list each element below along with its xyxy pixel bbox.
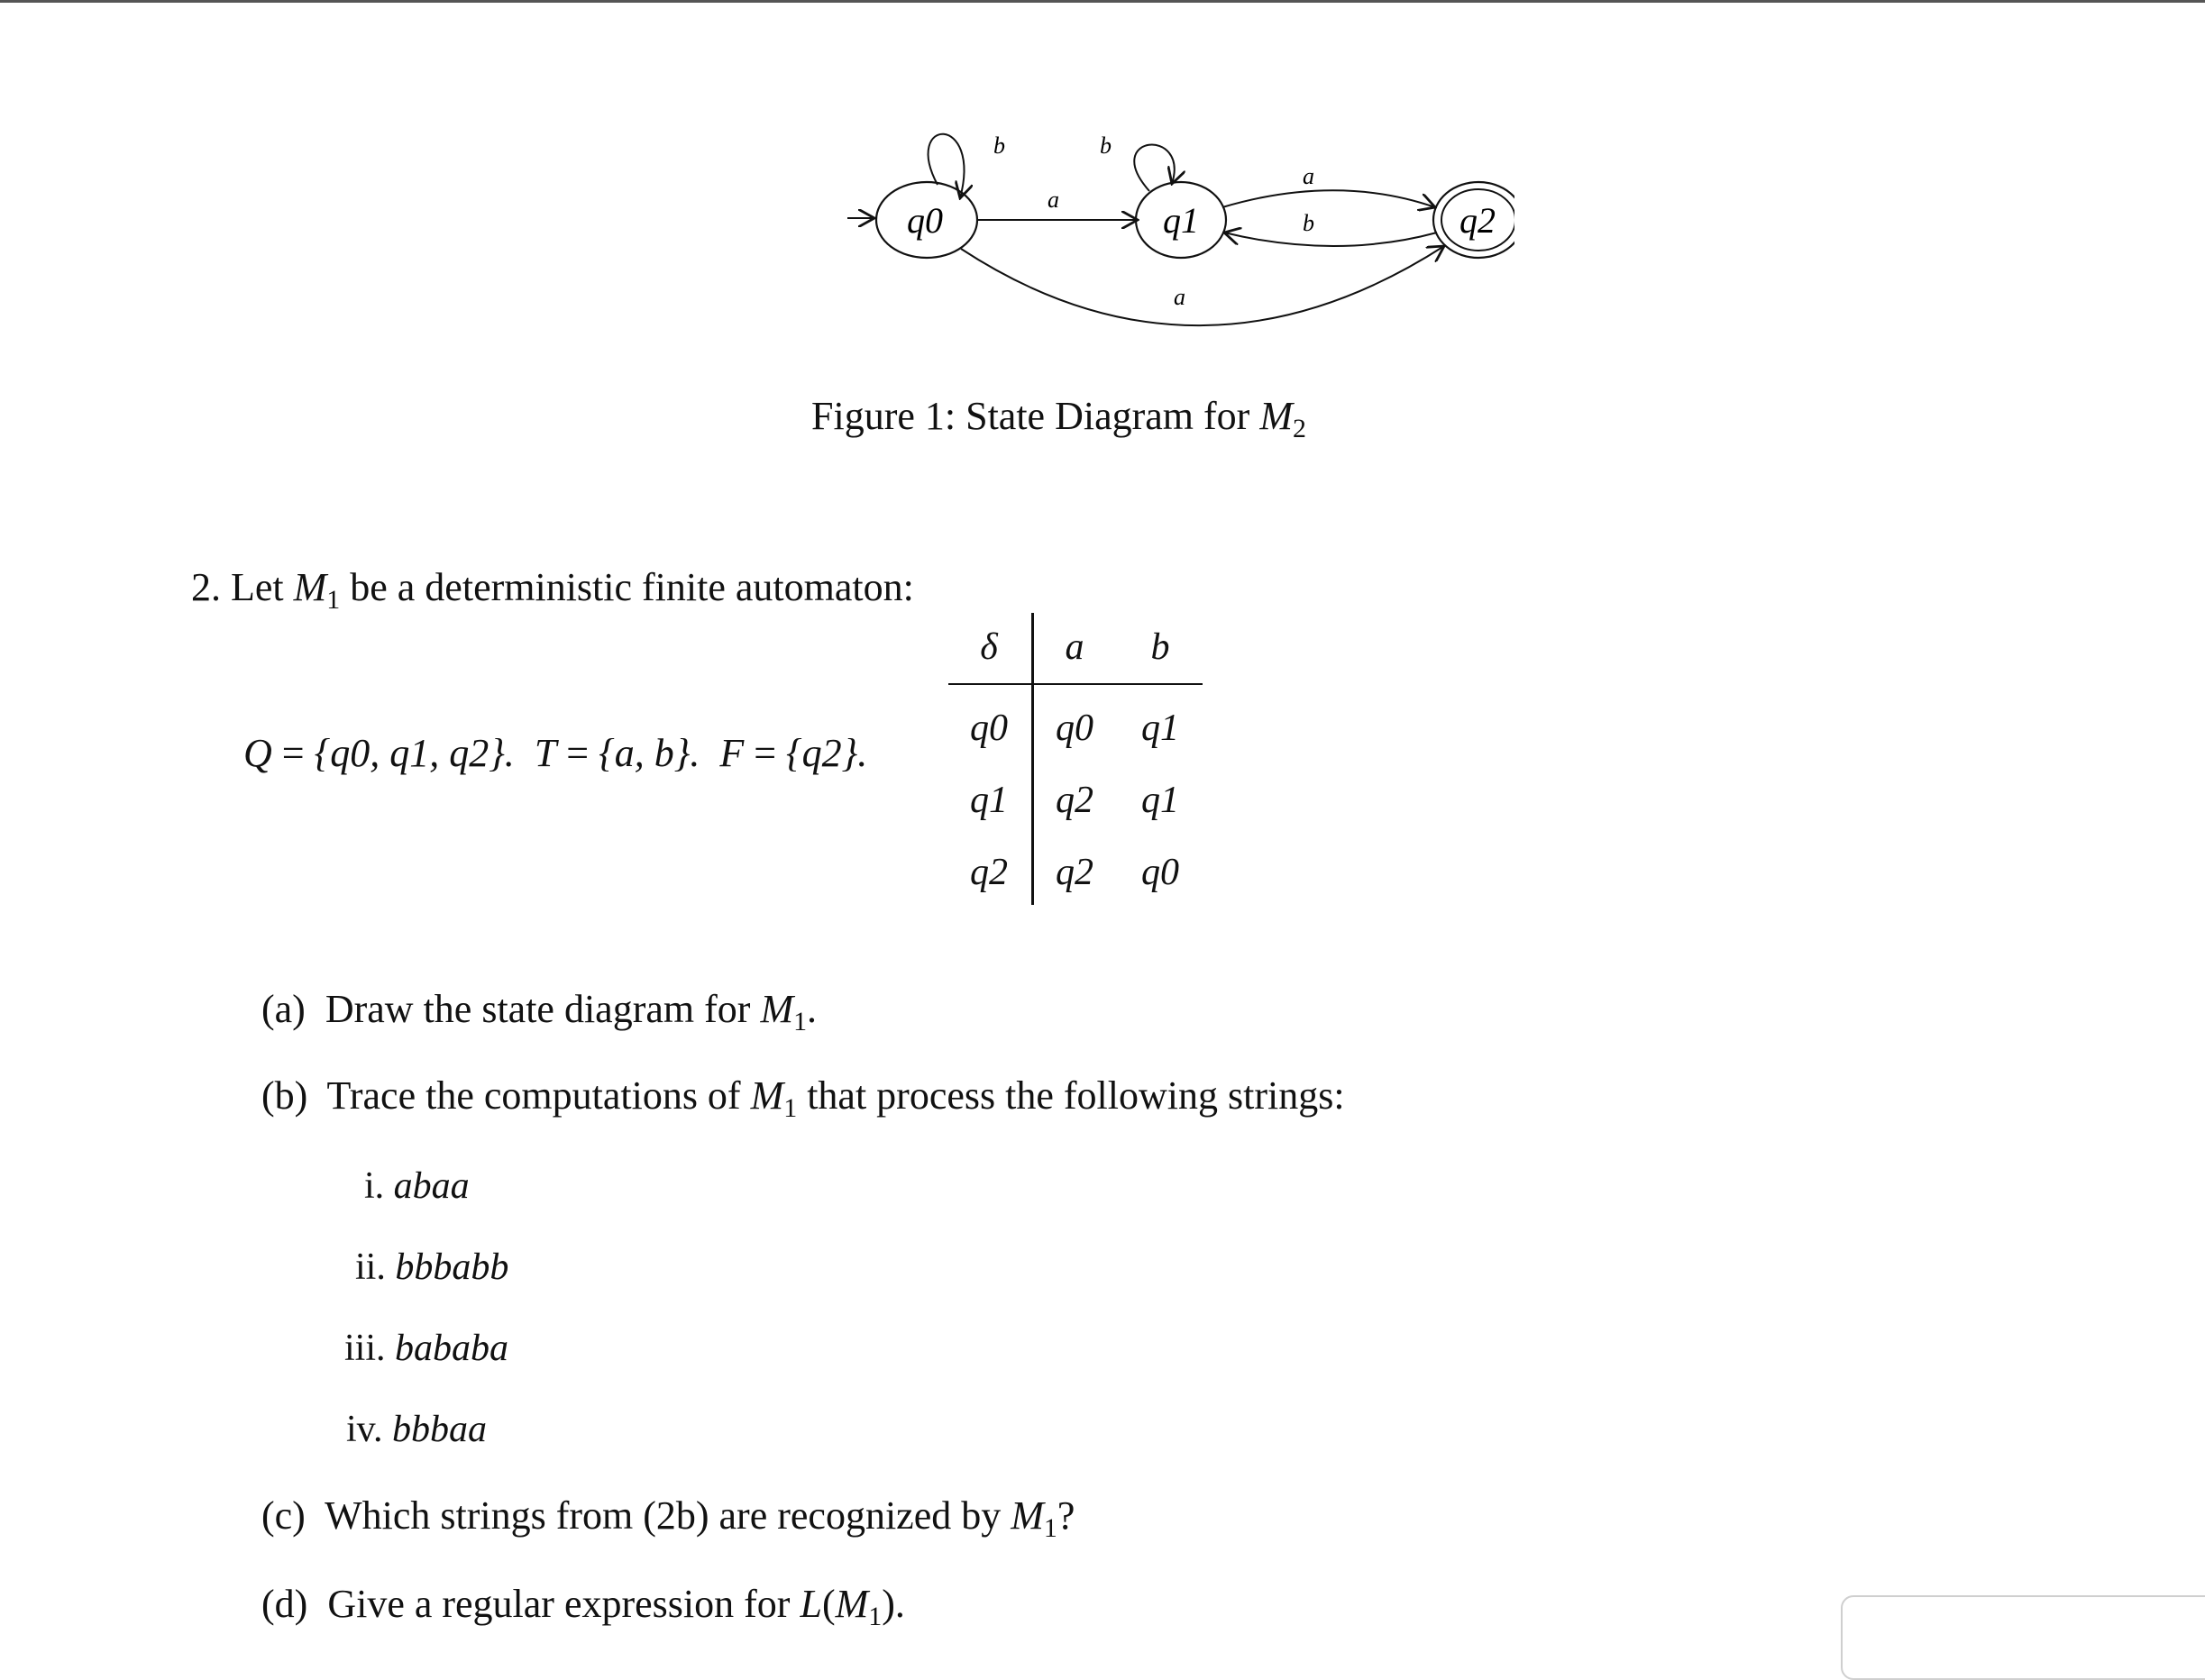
table-cell: q1 (1141, 708, 1179, 749)
table-cell: q2 (1056, 780, 1093, 821)
state-q0-label: q0 (907, 200, 943, 241)
part-c-machine: M (1011, 1493, 1044, 1538)
part-a-text: Draw the state diagram for (325, 987, 761, 1031)
string-number: iii. (344, 1328, 386, 1369)
question-machine: M (293, 565, 327, 609)
set-definitions: Q = {q0, q1, q2}. T = {a, b}. F = {q2}. (243, 731, 868, 775)
q0-to-q1-label: a (1048, 187, 1059, 213)
table-row-state: q2 (970, 852, 1008, 893)
question-heading (191, 564, 914, 615)
q2-to-q1-edge (1224, 233, 1437, 246)
part-b-text: Trace the computations of (326, 1073, 751, 1118)
top-border (0, 0, 2205, 3)
part-a-label: (a) (261, 987, 306, 1031)
q0-to-q2-label: a (1174, 284, 1185, 310)
q-set-label: Q (243, 731, 272, 775)
string-item-4 (346, 1408, 487, 1451)
question-number: 2. (191, 565, 221, 609)
f-set-value: {q2}. (786, 731, 868, 775)
table-row-state: q1 (970, 780, 1008, 821)
part-d: (d) Give a regular expression for $L(M_1)$. (261, 1582, 905, 1631)
string-item-3 (344, 1327, 508, 1370)
table-header-a: a (1065, 626, 1084, 668)
part-b-machine: M (750, 1073, 784, 1118)
part-c-label: (c) (261, 1493, 306, 1538)
table-header-delta: δ (980, 626, 998, 668)
corner-widget[interactable] (1841, 1595, 2205, 1680)
f-set-label: F (719, 731, 745, 775)
transition-table (948, 613, 1203, 905)
q0-to-q2-edge (961, 246, 1444, 325)
question-text-after: be a deterministic finite automaton: (340, 565, 914, 609)
q1-loop-label: b (1100, 132, 1112, 159)
string-number: iv. (346, 1409, 383, 1450)
question-text-before: Let (231, 565, 294, 609)
part-a-machine: M (760, 987, 794, 1031)
t-set-label: T (534, 731, 557, 775)
string-number: ii. (355, 1246, 386, 1288)
caption-text: Figure 1: State Diagram for (811, 394, 1260, 438)
q1-to-q2-label: a (1303, 163, 1314, 189)
part-a-tail: . (807, 987, 818, 1031)
string-value: bababa (395, 1328, 509, 1369)
q0-loop-edge (929, 134, 965, 198)
part-a-machine-sub: 1 (793, 1006, 808, 1036)
part-d-machine: M (835, 1582, 869, 1626)
q1-to-q2-edge (1222, 190, 1435, 207)
string-item-1 (364, 1164, 470, 1208)
t-set-value: {a, b}. (599, 731, 700, 775)
part-d-label: (d) (261, 1582, 308, 1626)
table-row-state: q0 (970, 708, 1008, 749)
part-d-machine-sub: 1 (868, 1601, 883, 1631)
string-number: i. (364, 1165, 385, 1207)
string-value: abaa (393, 1165, 470, 1207)
table-header-b: b (1150, 626, 1170, 668)
string-value: bbbabb (395, 1246, 509, 1288)
part-c (261, 1493, 1075, 1543)
table-cell: q2 (1056, 852, 1093, 893)
q2-to-q1-label: b (1303, 210, 1314, 236)
table-cell: q1 (1141, 780, 1179, 821)
q-set-value: {q0, q1, q2}. (314, 731, 515, 775)
caption-machine-sub: 2 (1292, 413, 1306, 443)
table-horizontal-rule (948, 683, 1203, 685)
state-q1-label: q1 (1163, 200, 1199, 241)
table-cell: q0 (1056, 708, 1093, 749)
part-c-tail: ? (1057, 1493, 1075, 1538)
figure-caption (811, 393, 1306, 443)
caption-machine: M (1259, 394, 1293, 438)
part-b-tail: that process the following strings: (797, 1073, 1345, 1118)
corner-widget-clipped-text (1978, 1637, 2205, 1646)
state-q2-label: q2 (1459, 200, 1496, 241)
part-d-tail: ). (882, 1582, 905, 1626)
string-value: bbbaa (391, 1409, 487, 1450)
state-diagram-m2 (847, 117, 1514, 342)
string-item-2 (355, 1246, 508, 1289)
part-c-machine-sub: 1 (1043, 1512, 1057, 1543)
part-a (261, 986, 818, 1036)
table-cell: q0 (1141, 852, 1179, 893)
part-b-machine-sub: 1 (783, 1092, 798, 1123)
part-b (261, 1073, 1345, 1123)
part-c-text: Which strings from (2b) are recognized by (325, 1493, 1011, 1538)
question-machine-sub: 1 (326, 584, 341, 615)
part-b-label: (b) (261, 1073, 308, 1118)
part-d-text: Give a regular expression for (327, 1582, 801, 1626)
q0-loop-label: b (993, 132, 1005, 159)
